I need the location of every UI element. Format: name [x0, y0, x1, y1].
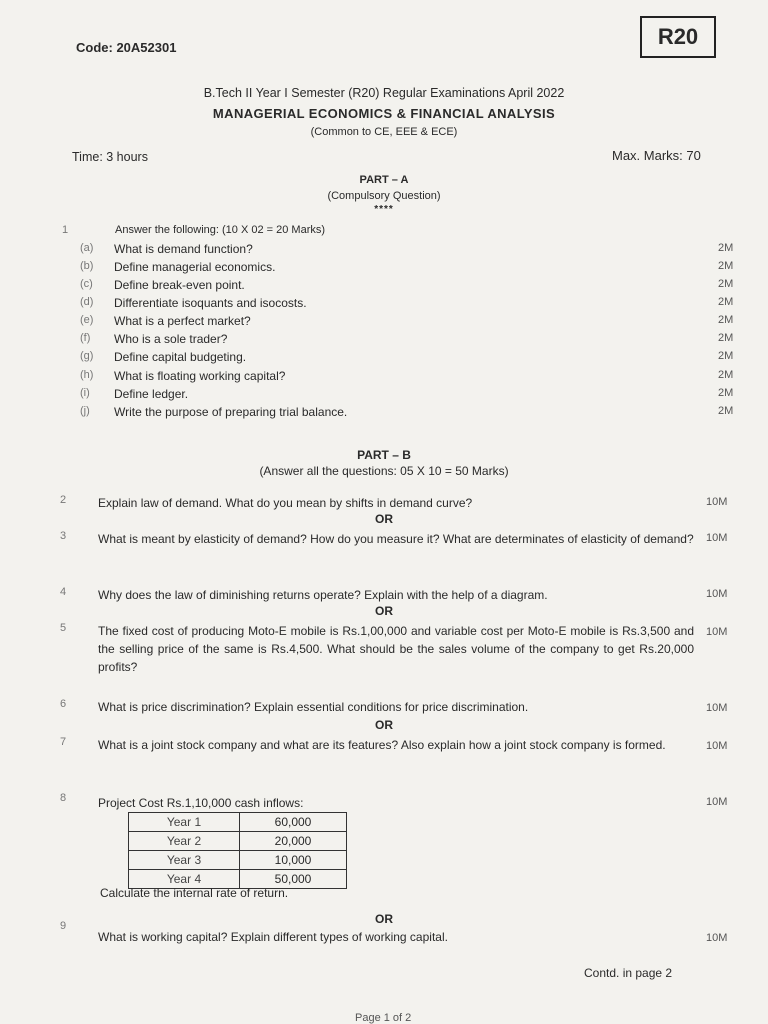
question-marks: 10M — [706, 796, 728, 808]
amount-cell: 60,000 — [240, 813, 347, 832]
table-row — [129, 832, 347, 851]
item-label: (a) — [80, 242, 94, 254]
year-cell: Year 2 — [129, 832, 240, 851]
separator-dots: **** — [374, 204, 394, 215]
cash-inflow-table — [128, 812, 347, 889]
item-marks: 2M — [718, 278, 734, 290]
item-text: What is demand function? — [114, 242, 253, 256]
year-cell: Year 4 — [129, 870, 240, 889]
question-number: 5 — [60, 622, 67, 634]
question-number: 1 — [62, 224, 69, 236]
regulation-badge: R20 — [640, 16, 716, 58]
item-label: (e) — [80, 314, 94, 326]
question-number: 8 — [60, 792, 67, 804]
question-text: The fixed cost of producing Moto-E mobile is Rs.1,00,000 and variable cost per Moto-E mobile is Rs.3,500 and the selling price of the same is Rs.4,500. What should be the sales volume of the company to get Rs.20,000 profits? — [98, 624, 694, 674]
irr-instruction: Calculate the internal rate of return. — [100, 886, 289, 900]
amount-cell: 50,000 — [240, 870, 347, 889]
item-text: What is floating working capital? — [114, 369, 286, 383]
item-label: (d) — [80, 296, 94, 308]
item-label: (c) — [80, 278, 93, 290]
question-marks: 10M — [706, 932, 728, 944]
item-text: What is a perfect market? — [114, 314, 251, 328]
item-label: (i) — [80, 387, 90, 399]
question-text: What is meant by elasticity of demand? How do you measure it? What are determinates of elasticity of demand? — [98, 532, 694, 546]
list-item — [0, 332, 768, 350]
item-text: Define break-even point. — [114, 278, 245, 292]
question-marks: 10M — [706, 496, 728, 508]
item-marks: 2M — [718, 405, 734, 417]
table-row — [129, 851, 347, 870]
amount-cell: 10,000 — [240, 851, 347, 870]
item-text: Define managerial economics. — [114, 260, 276, 274]
question-text: Why does the law of diminishing returns operate? Explain with the help of a diagram. — [98, 588, 548, 602]
part-b-subtitle: (Answer all the questions: 05 X 10 = 50 Marks) — [259, 464, 509, 478]
question-text: Project Cost Rs.1,10,000 cash inflows: — [98, 796, 304, 810]
item-marks: 2M — [718, 332, 734, 344]
list-item — [0, 278, 768, 296]
branches-note: (Common to CE, EEE & ECE) — [310, 126, 458, 138]
or-separator: OR — [375, 912, 393, 926]
item-text: Write the purpose of preparing trial balance. — [114, 405, 348, 419]
part-b-title: PART – B — [357, 448, 411, 462]
year-cell: Year 1 — [129, 813, 240, 832]
list-item — [0, 387, 768, 405]
item-marks: 2M — [718, 242, 734, 254]
question-number: 3 — [60, 530, 67, 542]
list-item — [0, 296, 768, 314]
year-cell: Year 3 — [129, 851, 240, 870]
question-text: What is price discrimination? Explain essential conditions for price discrimination. — [98, 700, 529, 714]
question-marks: 10M — [706, 588, 728, 600]
item-marks: 2M — [718, 350, 734, 362]
question-marks: 10M — [706, 532, 728, 544]
page-number: Page 1 of 2 — [355, 1012, 412, 1024]
list-item — [0, 405, 768, 423]
item-marks: 2M — [718, 260, 734, 272]
item-label: (j) — [80, 405, 90, 417]
exam-title: B.Tech II Year I Semester (R20) Regular Examinations April 2022 — [203, 86, 565, 100]
item-marks: 2M — [718, 296, 734, 308]
table-row — [129, 813, 347, 832]
question-marks: 10M — [706, 626, 728, 638]
question-number: 2 — [60, 494, 67, 506]
question-number: 9 — [60, 920, 67, 932]
subject-title: MANAGERIAL ECONOMICS & FINANCIAL ANALYSIS — [212, 106, 556, 121]
list-item — [0, 260, 768, 278]
item-label: (g) — [80, 350, 94, 362]
question-marks: 10M — [706, 740, 728, 752]
question-marks: 10M — [706, 702, 728, 714]
item-label: (h) — [80, 369, 94, 381]
item-marks: 2M — [718, 314, 734, 326]
list-item — [0, 350, 768, 368]
question-number: 6 — [60, 698, 67, 710]
item-text: Define capital budgeting. — [114, 350, 247, 364]
list-item — [0, 242, 768, 260]
list-item — [0, 369, 768, 387]
question-text: What is working capital? Explain different types of working capital. — [98, 930, 448, 944]
subject-code: Code: 20A52301 — [76, 40, 177, 55]
part-a-title: PART – A — [359, 174, 409, 186]
item-text: Define ledger. — [114, 387, 189, 401]
or-separator: OR — [375, 512, 393, 526]
item-text: Who is a sole trader? — [114, 332, 228, 346]
continued-note: Contd. in page 2 — [584, 966, 673, 980]
or-separator: OR — [375, 718, 393, 732]
item-marks: 2M — [718, 387, 734, 399]
time-duration: Time: 3 hours — [72, 150, 148, 164]
item-label: (f) — [80, 332, 91, 344]
part-a-instruction: Answer the following: (10 X 02 = 20 Marks) — [115, 224, 326, 236]
max-marks: Max. Marks: 70 — [612, 148, 701, 163]
question-text: Explain law of demand. What do you mean by shifts in demand curve? — [98, 496, 473, 510]
item-marks: 2M — [718, 369, 734, 381]
amount-cell: 20,000 — [240, 832, 347, 851]
list-item — [0, 314, 768, 332]
question-number: 4 — [60, 586, 67, 598]
part-a-subtitle: (Compulsory Question) — [327, 190, 441, 202]
or-separator: OR — [375, 604, 393, 618]
item-text: Differentiate isoquants and isocosts. — [114, 296, 307, 310]
question-text: What is a joint stock company and what are its features? Also explain how a joint stock company is formed. — [98, 738, 666, 752]
item-label: (b) — [80, 260, 94, 272]
question-number: 7 — [60, 736, 67, 748]
